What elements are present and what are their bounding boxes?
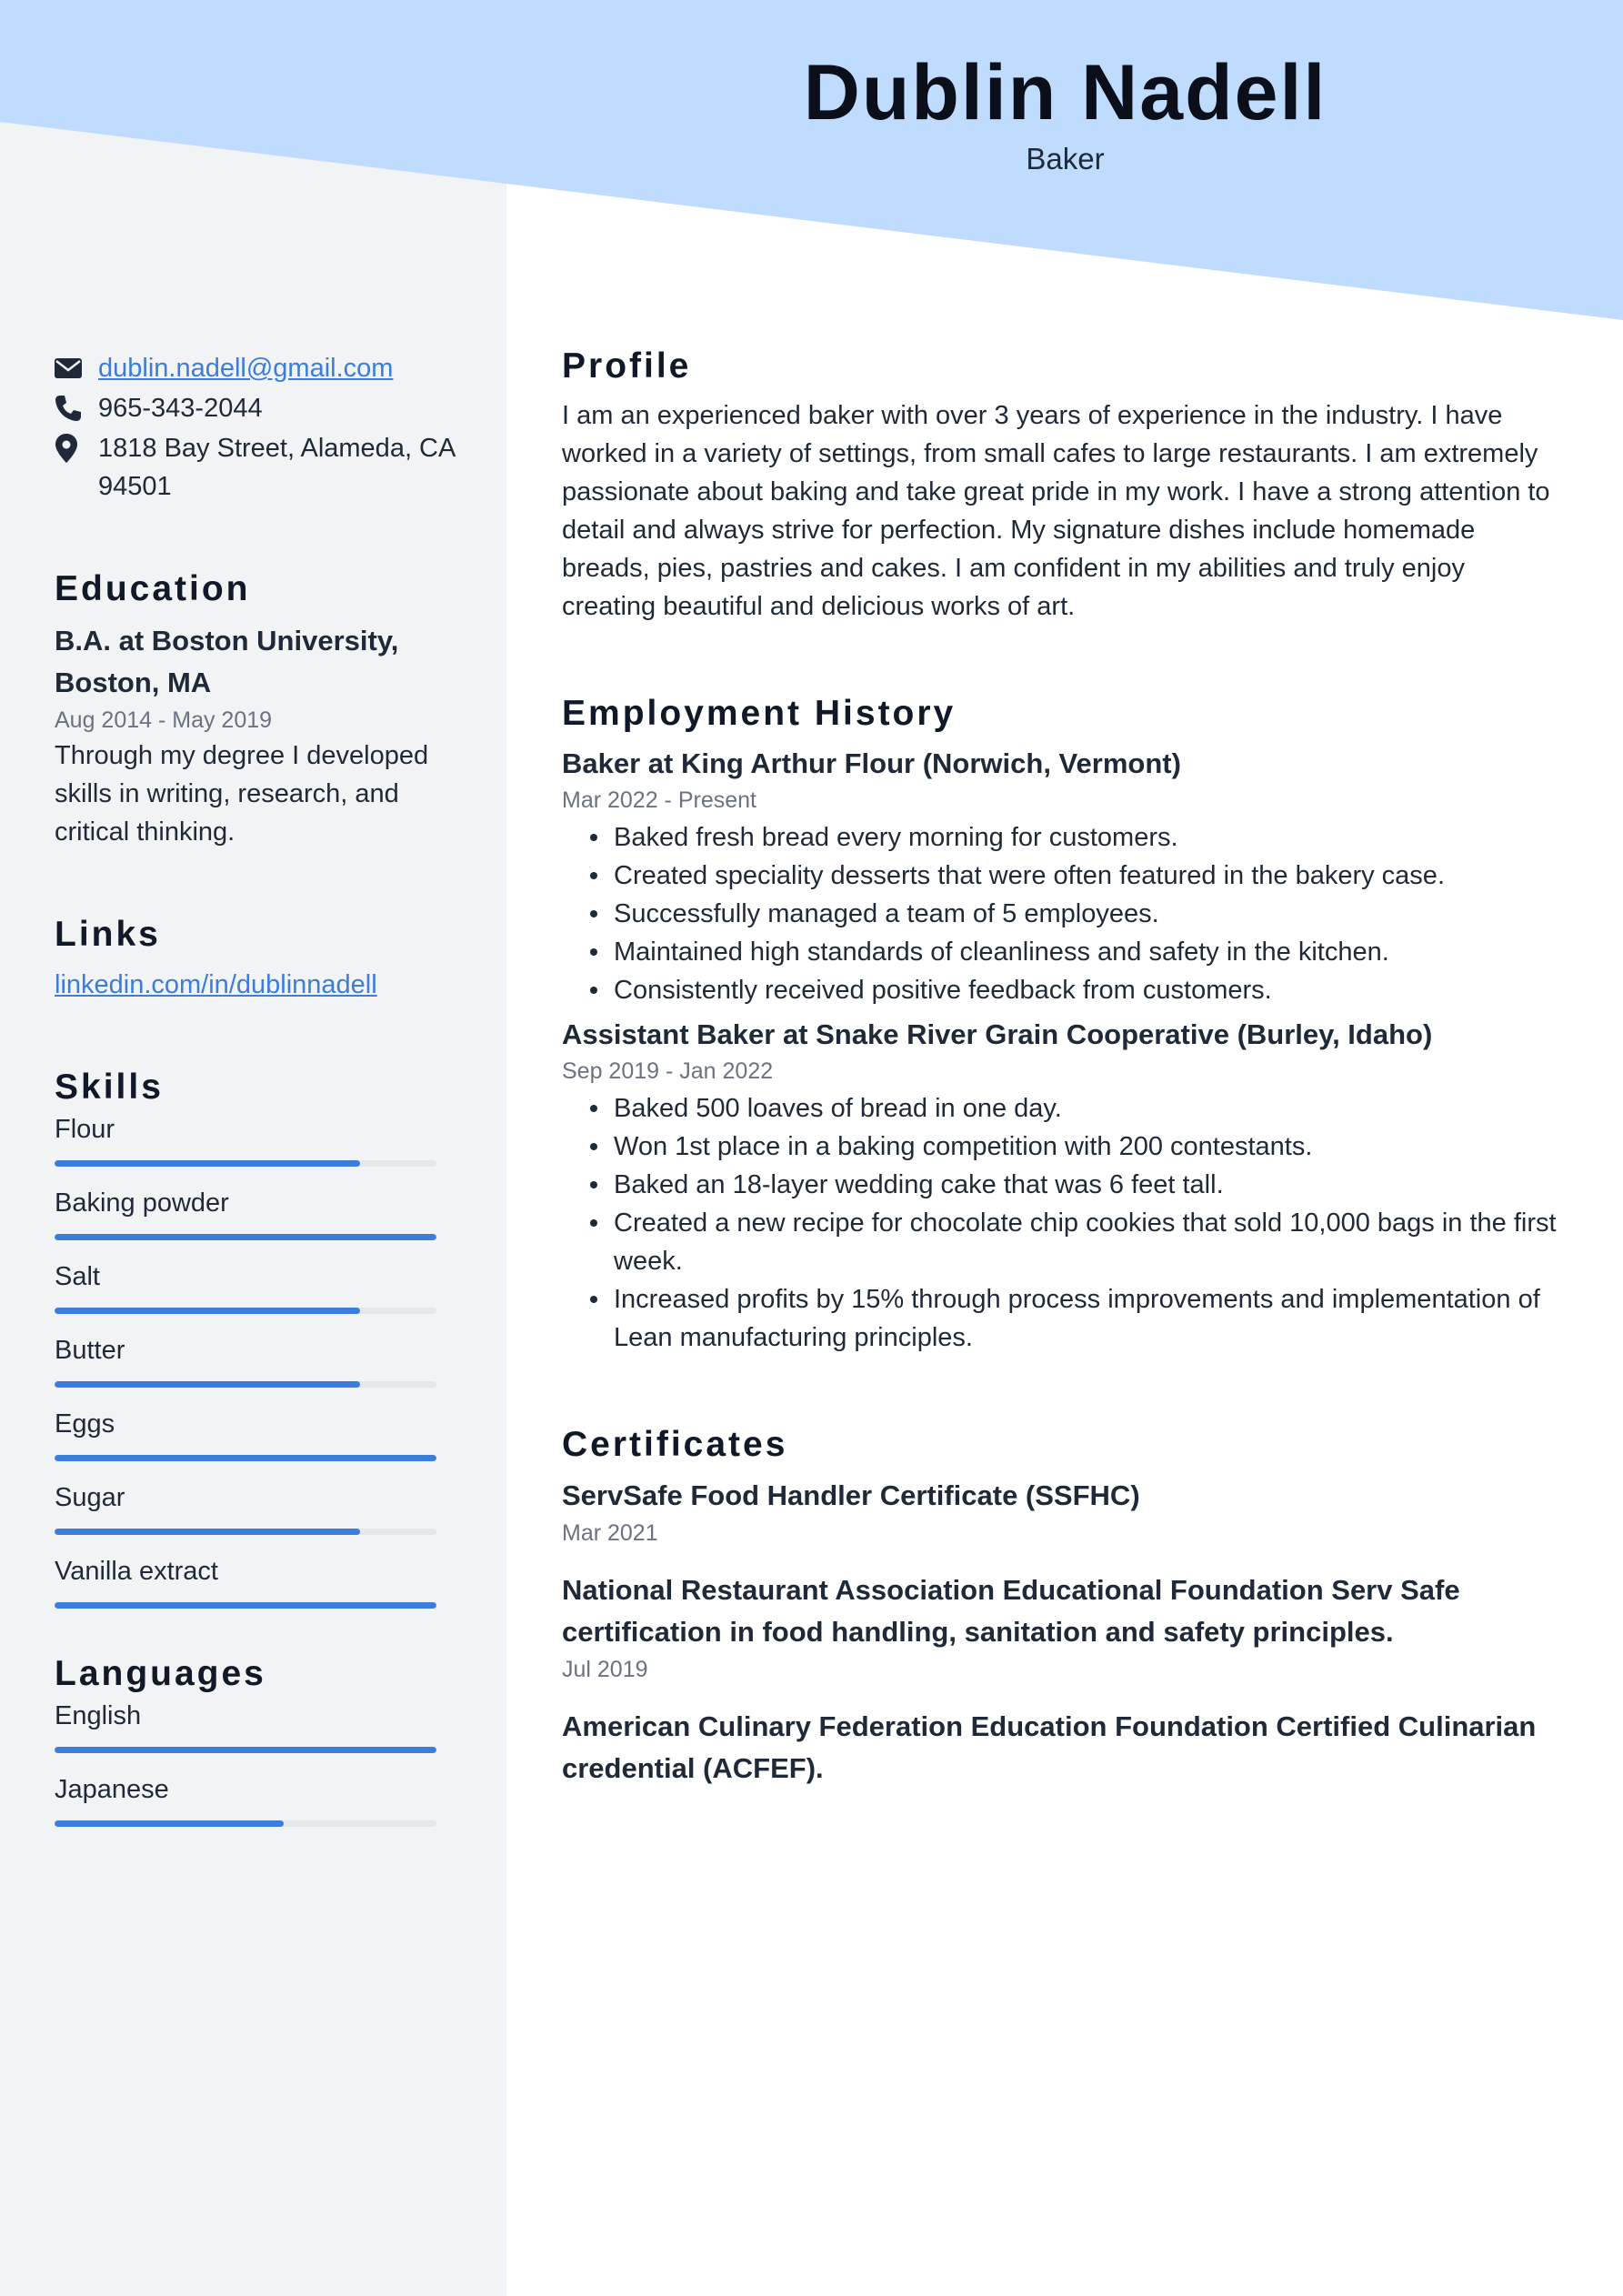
certificate-title: National Restaurant Association Educational Foundation Serv Safe certification in food handling, sanitation and safety principles. — [562, 1574, 1460, 1648]
contact-phone — [55, 389, 464, 427]
phone-icon — [55, 389, 98, 427]
skill-name: Butter — [55, 1336, 125, 1365]
skill-level-bar — [55, 1308, 436, 1314]
envelope-icon — [55, 349, 98, 387]
education-heading: Education — [55, 569, 251, 608]
employment-heading: Employment History — [562, 694, 957, 733]
job-bullet: Created a new recipe for chocolate chip cookies that sold 10,000 bags in the first week. — [562, 1204, 1562, 1280]
education-degree: B.A. at Boston University, Boston, MA — [55, 625, 399, 698]
skill-item — [55, 1553, 464, 1609]
skill-level-bar — [55, 1234, 436, 1240]
certificates-section — [562, 1422, 1562, 1790]
job-bullet: Baked fresh bread every morning for customers. — [562, 818, 1562, 857]
links-heading: Links — [55, 915, 161, 954]
contact-address — [55, 429, 464, 506]
skill-name: Baking powder — [55, 1188, 229, 1218]
skill-level-fill — [55, 1308, 360, 1314]
job-bullet: Increased profits by 15% through process improvements and implementation of Lean manufacturing principles. — [562, 1280, 1562, 1357]
phone-number: 965-343-2044 — [98, 394, 263, 423]
language-item — [55, 1771, 464, 1827]
languages-section — [55, 1652, 464, 1827]
links-section — [55, 913, 464, 1004]
skill-name: Flour — [55, 1115, 115, 1144]
language-level-fill — [55, 1747, 436, 1753]
skill-level-bar — [55, 1160, 436, 1167]
skill-level-fill — [55, 1160, 360, 1167]
profile-heading: Profile — [562, 346, 692, 386]
skill-name: Salt — [55, 1262, 100, 1291]
job-dates: Sep 2019 - Jan 2022 — [562, 1058, 774, 1084]
job-title: Baker at King Arthur Flour (Norwich, Vermont) — [562, 747, 1181, 779]
language-name: Japanese — [55, 1775, 169, 1804]
job-bullet: Baked an 18-layer wedding cake that was 6 feet tall. — [562, 1166, 1562, 1204]
job-bullets — [562, 1089, 1562, 1357]
education-description: Through my degree I developed skills in writing, research, and critical thinking. — [55, 741, 429, 847]
skill-level-fill — [55, 1381, 360, 1388]
email-link[interactable]: dublin.nadell@gmail.com — [98, 354, 394, 383]
job-bullet: Maintained high standards of cleanliness and safety in the kitchen. — [562, 933, 1562, 971]
profile-text: I am an experienced baker with over 3 years of experience in the industry. I have worked in a variety of settings, from small cafes to large restaurants. I am extremely passionate about baking and take great pride in my work. I have a strong attention to detail and always strive for perfection. My signature dishes include homemade breads, pies, pastries and cakes. I am confident in my abilities and truly enjoy creating beautiful and delicious works of art. — [562, 401, 1550, 621]
job-bullets — [562, 818, 1562, 1009]
job-title: Assistant Baker at Snake River Grain Cooperative (Burley, Idaho) — [562, 1018, 1433, 1050]
certificate-item — [562, 1569, 1562, 1686]
skill-level-fill — [55, 1455, 436, 1461]
certificate-date: Mar 2021 — [562, 1520, 658, 1546]
contact-details — [55, 349, 464, 506]
job-bullet: Consistently received positive feedback from customers. — [562, 971, 1562, 1009]
map-pin-icon — [55, 429, 98, 467]
contact-email — [55, 349, 464, 387]
education-section — [55, 567, 464, 851]
certificate-title: ServSafe Food Handler Certificate (SSFHC) — [562, 1479, 1140, 1511]
job-dates: Mar 2022 - Present — [562, 787, 756, 813]
certificate-item — [562, 1475, 1562, 1549]
skill-level-fill — [55, 1234, 436, 1240]
candidate-job-title: Baker — [1026, 142, 1105, 175]
language-level-bar — [55, 1747, 436, 1753]
language-name: English — [55, 1701, 142, 1730]
jobs-list — [562, 744, 1562, 1357]
profile-section — [562, 344, 1562, 626]
certificate-item — [562, 1706, 1562, 1790]
job-bullet: Baked 500 loaves of bread in one day. — [562, 1089, 1562, 1128]
linkedin-link[interactable]: linkedin.com/in/dublinnadell — [55, 970, 377, 999]
skill-item — [55, 1111, 464, 1167]
skill-level-fill — [55, 1529, 360, 1535]
employment-section — [562, 691, 1562, 1357]
job-entry — [562, 1015, 1562, 1357]
skill-name: Vanilla extract — [55, 1557, 218, 1586]
job-entry — [562, 744, 1562, 1009]
skills-heading: Skills — [55, 1068, 164, 1107]
address-text: 1818 Bay Street, Alameda, CA 94501 — [98, 434, 455, 501]
languages-heading: Languages — [55, 1654, 266, 1693]
skill-item — [55, 1258, 464, 1314]
language-level-fill — [55, 1820, 284, 1827]
skill-item — [55, 1332, 464, 1388]
education-dates: Aug 2014 - May 2019 — [55, 707, 273, 733]
language-level-bar — [55, 1820, 436, 1827]
sidebar — [55, 349, 464, 1845]
skill-level-bar — [55, 1602, 436, 1609]
job-bullet: Won 1st place in a baking competition with 200 contestants. — [562, 1128, 1562, 1166]
skill-level-bar — [55, 1455, 436, 1461]
skills-section — [55, 1066, 464, 1609]
languages-list — [55, 1698, 464, 1827]
skill-name: Sugar — [55, 1483, 125, 1512]
main-content — [562, 344, 1562, 1855]
skill-level-fill — [55, 1602, 436, 1609]
certificate-date: Jul 2019 — [562, 1657, 648, 1682]
skill-name: Eggs — [55, 1409, 115, 1439]
header — [636, 45, 1494, 178]
certificates-list — [562, 1475, 1562, 1790]
job-bullet: Successfully managed a team of 5 employees. — [562, 895, 1562, 933]
skill-item — [55, 1479, 464, 1535]
certificates-heading: Certificates — [562, 1425, 788, 1464]
candidate-name: Dublin Nadell — [803, 49, 1327, 136]
certificate-title: American Culinary Federation Education Foundation Certified Culinarian credential (ACFEF). — [562, 1710, 1537, 1784]
language-item — [55, 1698, 464, 1753]
skills-list — [55, 1111, 464, 1609]
skill-item — [55, 1406, 464, 1461]
job-bullet: Created speciality desserts that were often featured in the bakery case. — [562, 857, 1562, 895]
skill-level-bar — [55, 1529, 436, 1535]
skill-level-bar — [55, 1381, 436, 1388]
skill-item — [55, 1185, 464, 1240]
